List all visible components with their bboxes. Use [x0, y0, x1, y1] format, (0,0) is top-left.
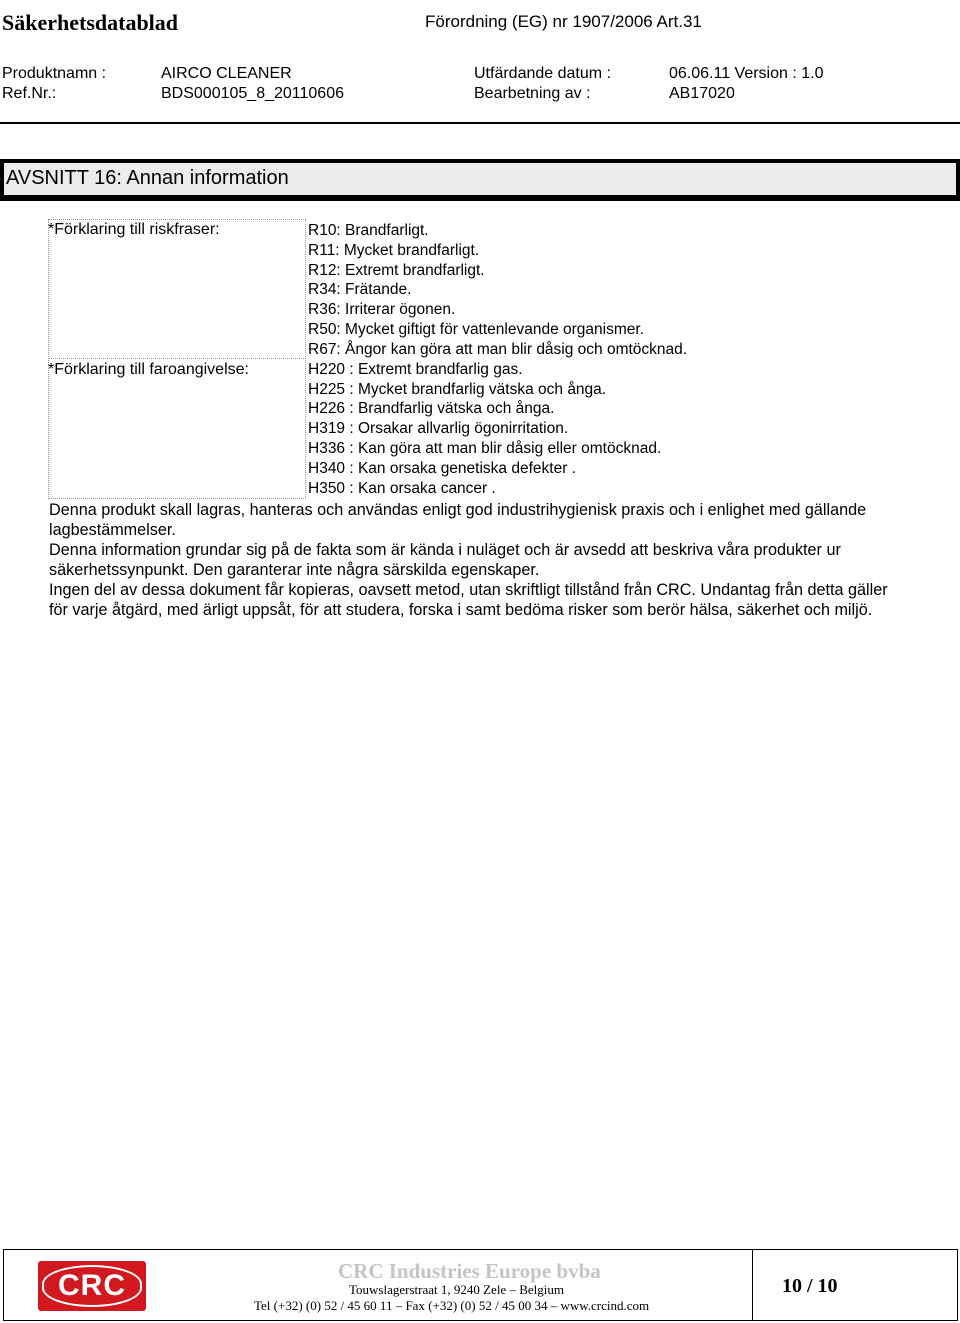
table-border-bottom	[48, 498, 306, 499]
paragraph-storage: Denna produkt skall lagras, hanteras och användas enligt god industrihygienisk praxis och i enlighet med gällande lagbestämmelser.	[49, 501, 867, 539]
hazard-statement: H220 : Extremt brandfarlig gas.	[308, 361, 523, 378]
product-name-label: Produktnamn :	[2, 65, 107, 82]
issue-date-label: Utfärdande datum :	[474, 65, 611, 82]
table-border-left	[48, 219, 49, 499]
risk-phrase: R67: Ångor kan göra att man blir dåsig och omtöcknad.	[308, 341, 688, 358]
regulation-reference: Förordning (EG) nr 1907/2006 Art.31	[425, 12, 702, 31]
table-border-row	[48, 358, 306, 359]
ref-number: BDS000105_8_20110606	[161, 85, 344, 102]
paragraph-disclaimer: Denna information grundar sig på de fakta som är kända i nuläget och är avsedd att beskriva våra produkter ur säkerhetssynpunkt. Den garanterar inte några särskilda egenskaper.	[49, 541, 841, 579]
paragraph-copyright: Ingen del av dessa dokument får kopieras, oavsett metod, utan skriftligt tillstånd från CRC. Undantag från detta gäller för varje åtgärd, med ärligt uppsåt, för att studera, forska i samt bedöma risker som berör hälsa, säkerhet och miljö.	[49, 581, 888, 619]
hazard-statement: H226 : Brandfarlig vätska och ånga.	[308, 400, 555, 417]
editor-value: AB17020	[669, 85, 735, 102]
footer-divider	[752, 1249, 753, 1321]
product-name: AIRCO CLEANER	[161, 65, 292, 82]
document-title: Säkerhetsdatablad	[2, 10, 179, 35]
company-contact: Tel (+32) (0) 52 / 45 60 11 – Fax (+32) (0) 52 / 45 00 34 – www.crcind.com	[254, 1298, 650, 1313]
section-heading-bar	[0, 159, 960, 201]
hazard-statement: H225 : Mycket brandfarlig vätska och ånga.	[308, 381, 607, 398]
table-border-top	[48, 219, 306, 220]
risk-phrase: R10: Brandfarligt.	[308, 222, 429, 239]
page-number: 10 / 10	[782, 1275, 838, 1297]
risk-phrase: R36: Irriterar ögonen.	[308, 301, 456, 318]
issue-date: 06.06.11 Version : 1.0	[669, 65, 824, 82]
hazard-statement: H340 : Kan orsaka genetiska defekter .	[308, 460, 576, 477]
editor-label: Bearbetning av :	[474, 85, 591, 102]
hazard-statement: H336 : Kan göra att man blir dåsig eller omtöcknad.	[308, 440, 662, 457]
hazard-statement: H319 : Orsakar allvarlig ögonirritation.	[308, 420, 569, 437]
risk-phrase: R11: Mycket brandfarligt.	[308, 242, 480, 259]
section-heading: AVSNITT 16: Annan information	[6, 167, 289, 189]
crc-logo	[38, 1261, 146, 1311]
company-address: Touwslagerstraat 1, 9240 Zele – Belgium	[349, 1282, 564, 1297]
header-divider	[0, 122, 960, 124]
hazard-statements-label: *Förklaring till faroangivelse:	[48, 361, 249, 378]
logo-text: CRC	[58, 1269, 126, 1302]
risk-phrase: R12: Extremt brandfarligt.	[308, 262, 485, 279]
risk-phrase: R50: Mycket giftigt för vattenlevande organismer.	[308, 321, 644, 338]
ref-label: Ref.Nr.:	[2, 85, 57, 102]
risk-phrases-label: *Förklaring till riskfraser:	[48, 221, 220, 238]
hazard-statement: H350 : Kan orsaka cancer .	[308, 480, 496, 497]
company-name: CRC Industries Europe bvba	[338, 1259, 601, 1283]
risk-phrase: R34: Frätande.	[308, 281, 412, 298]
table-border-mid	[305, 219, 306, 499]
